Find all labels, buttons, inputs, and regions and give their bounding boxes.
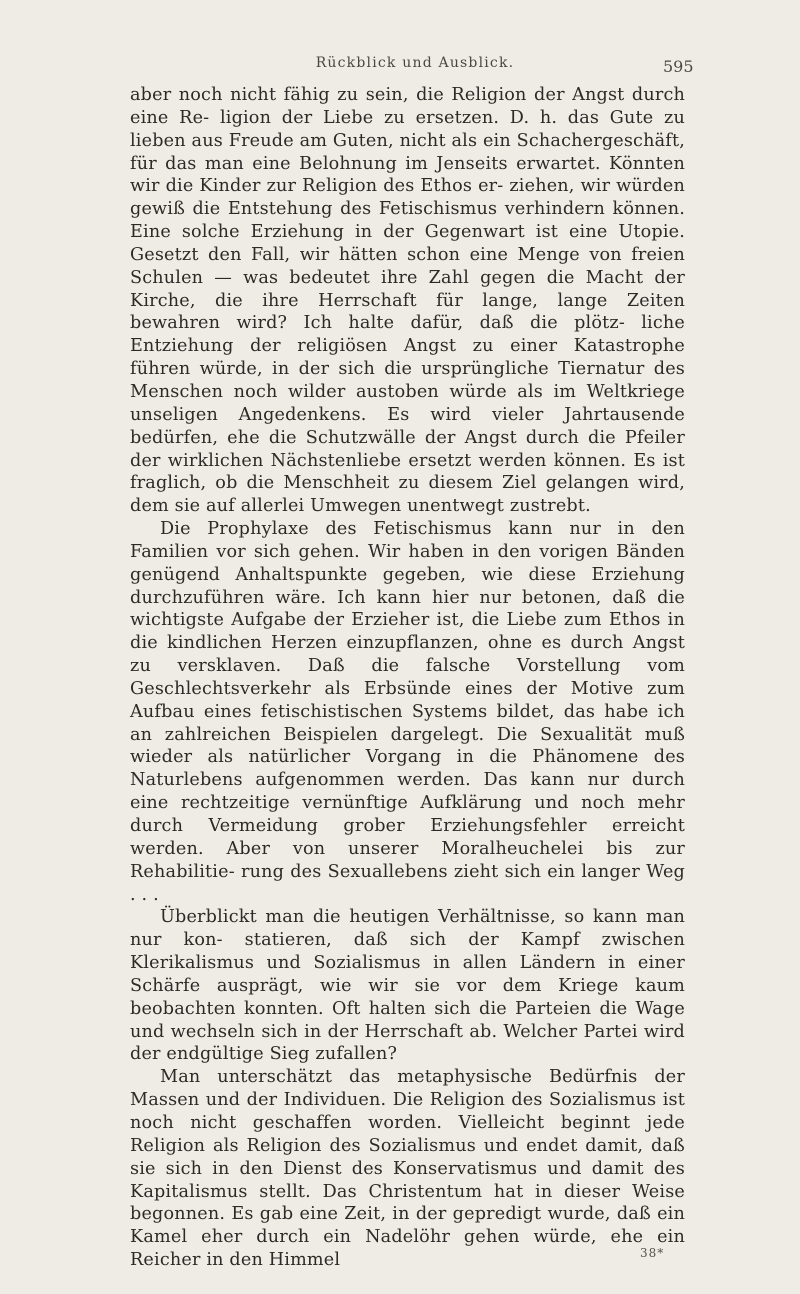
paragraph: aber noch nicht fähig zu sein, die Religion der Angst durch eine Re- ligion der Liebe zu ersetzen. D. h. das Gute zu lieben aus Freude am Guten, nicht als ein Schachergeschäft, für das man eine Belohnung im Jenseits erwartet. Könnten wir die Kinder zur Religion des Ethos er- ziehen, wir würden gewiß die Entstehung des Fetischismus verhindern können. Eine solche Erziehung in der Gegenwart ist eine Utopie. Gesetzt den Fall, wir hätten schon eine Menge von freien Schulen — was bedeutet ihre Zahl gegen die Macht der Kirche, die ihre Herrschaft für lange, lange Zeiten bewahren wird? Ich halte dafür, daß die plötz- liche Entziehung der religiösen Angst zu einer Katastrophe führen würde, in der sich die ursprüngliche Tiernatur des Menschen noch wilder austoben würde als im Weltkriege unseligen Angedenkens. Es wird vieler Jahrtausende bedürfen, ehe die Schutzwälle der Angst durch die Pfeiler der wirklichen Nächstenliebe ersetzt werden können. Es ist fraglich, ob die Menschheit zu diesem Ziel gelangen wird, dem sie auf allerlei Umwegen unentwegt zustrebt.	[130, 85, 685, 517]
body-text	[130, 84, 685, 1272]
paragraph: Die Prophylaxe des Fetischismus kann nur in den Familien vor sich gehen. Wir haben in den vorigen Bänden genügend Anhaltspunkte gegeben, wie diese Erziehung durchzuführen wäre. Ich kann hier nur betonen, daß die wichtigste Aufgabe der Erzieher ist, die Liebe zum Ethos in die kindlichen Herzen einzupflanzen, ohne es durch Angst zu versklaven. Daß die falsche Vorstellung vom Geschlechtsverkehr als Erbsünde eines der Motive zum Aufbau eines fetischistischen Systems bildet, das habe ich an zahlreichen Beispielen dargelegt. Die Sexualität muß wieder als natürlicher Vorgang in die Phänomene des Naturlebens aufgenommen werden. Das kann nur durch eine rechtzeitige vernünftige Aufklärung und noch mehr durch Vermeidung grober Erziehungsfehler erreicht werden. Aber von unserer Moralheuchelei bis zur Rehabilitie- rung des Sexuallebens zieht sich ein langer Weg . . .	[130, 519, 685, 905]
page-number: 595	[663, 57, 694, 76]
paragraph: Man unterschätzt das metaphysische Bedürfnis der Massen und der Individuen. Die Religion des Sozialismus ist noch nicht geschaffen worden. Vielleicht beginnt jede Religion als Religion des Sozialismus und endet damit, daß sie sich in den Dienst des Konservatismus und damit des Kapitalismus stellt. Das Christentum hat in dieser Weise begonnen. Es gab eine Zeit, in der gepredigt wurde, daß ein Kamel eher durch ein Nadelöhr gehen würde, ehe ein Reicher in den Himmel	[130, 1067, 685, 1271]
running-title: Rückblick und Ausblick.	[315, 55, 515, 71]
paragraph: Überblickt man die heutigen Verhältnisse, so kann man nur kon- statieren, daß sich der Kampf zwischen Klerikalismus und Sozialismus in allen Ländern in einer Schärfe ausprägt, wie wir sie vor dem Kriege kaum beobachten konnten. Oft halten sich die Parteien die Wage und wechseln sich in der Herrschaft ab. Welcher Partei wird der endgültige Sieg zufallen?	[130, 907, 685, 1065]
sheet-signature: 38*	[640, 1246, 665, 1260]
